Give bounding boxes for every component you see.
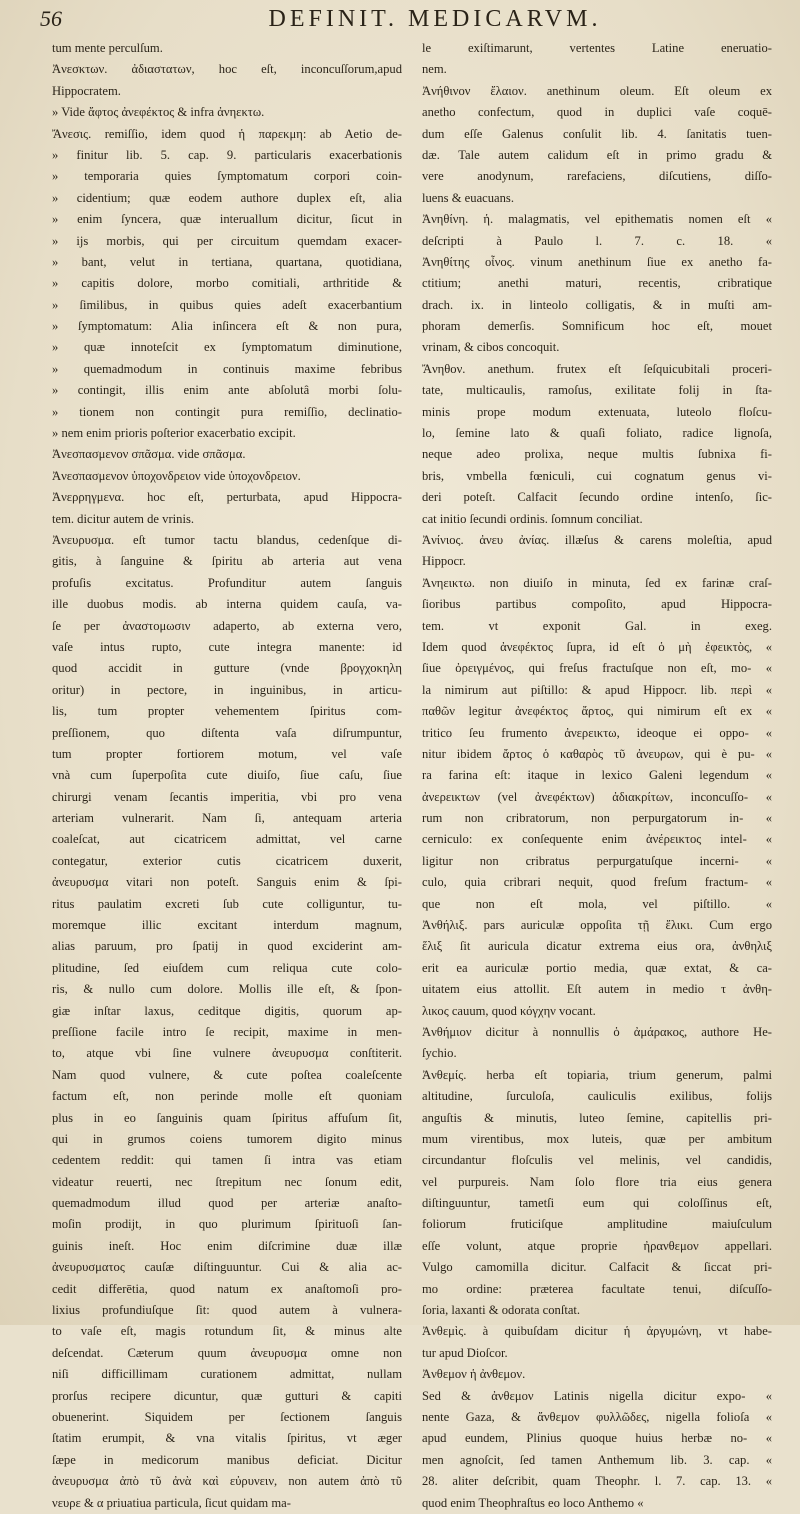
text-line: deſcripti à Paulo l. 7. c. 18. «: [422, 233, 772, 248]
text-line: drach. ix. in linteolo colligatis, & in muſti am-: [422, 297, 772, 312]
text-line: Idem quod ἀνεφέκτος ſupra, id eſt ὁ μὴ ἐφεικτὸς, «: [422, 639, 772, 654]
text-line: moſin prodijt, in quo plurimum ſpirituoſi ſan-: [52, 1217, 402, 1232]
text-line: Ἄνηθον. anethum. frutex eſt ſeſquicubitali proceri-: [422, 361, 772, 376]
text-line: vnà cum ſuperpoſita cute diuiſo, ſiue caſu, ſiue: [52, 768, 402, 783]
text-line: vaſe intus rupto, cute integra manente: id: [52, 639, 402, 654]
text-line: dum eſſe Galenus conſulit lib. 4. ſanitatis tuen-: [422, 126, 772, 141]
text-line: que non eſt mola, vel piſtillo. «: [422, 896, 772, 911]
text-line: cat initio ſecundi ordinis. ſomnum conciliat.: [422, 511, 643, 526]
text-line: ſe per ἀναστομωσιν adaperto, ab externa vero,: [52, 618, 402, 633]
running-head: DEFINIT. MEDICARVM.: [268, 6, 602, 32]
text-line: rum non cribratorum, non perpurgatorum in- «: [422, 811, 772, 826]
text-line: ctitium; anethi maturi, recentis, cribratique: [422, 276, 772, 291]
text-line: Ἀνθεμὶς. à quibuſdam dicitur ἡ ἀργυμώνη, vt habe-: [422, 1324, 772, 1339]
text-line: ſychio.: [422, 1046, 457, 1061]
text-line: tum propter fortiorem motum, vel vaſe: [52, 746, 402, 761]
text-line: παθῶν legitur ἀνεφέκτος ἄρτος, qui nimirum eſt ex «: [422, 704, 772, 719]
text-line: » contingit, illis enim ante abſolutâ morbi ſolu-: [52, 383, 402, 398]
text-line: foliorum fruticiſque amplitudine maiuſculum: [422, 1217, 772, 1232]
text-line: ritus paulatim excreti ſub cute colliguntur, tu-: [52, 896, 402, 911]
text-line: tritico ſeu frumento ἀνερεικτω, ideoque ei oppo- «: [422, 725, 772, 740]
text-line: mum virentibus, mox luteis, quæ per ambitum: [422, 1131, 772, 1146]
text-line: vrinam, & cibos concoquit.: [422, 340, 560, 355]
text-line: contegatur, exterior cutis cicatricem duxerit,: [52, 853, 402, 868]
text-line: ἀνευρυσμα vitari non poteſt. Sanguis enim & ſpi-: [52, 875, 402, 890]
text-line: giæ inſtar laxus, ceditque digitis, quorum ap-: [52, 1003, 402, 1018]
text-line: chirurgi venam ſecantis imperitia, vbi pro vena: [52, 789, 402, 804]
text-line: Ἄνεσις. remiſſio, idem quod ἡ παρεκμη: ab Aetio de-: [52, 126, 402, 141]
text-line: » tionem non contingit pura remiſſio, declinatio-: [52, 404, 402, 419]
text-line: » ſimilibus, in quibus quies adeſt exacerbantium: [52, 297, 402, 312]
text-line: culo, quia cribrari nequit, quod freſum fractum- «: [422, 875, 772, 890]
text-line: le exiſtimarunt, vertentes Latine eneruatio-: [422, 41, 772, 55]
text-line: ἀνευρυσμα ἀπὸ τῦ ἀνὰ καὶ εὐρυνειν, non autem ἀπὸ τῦ: [52, 1474, 402, 1489]
text-line: » nem enim prioris poſterior exacerbatio excipit.: [52, 426, 296, 441]
text-line: » quemadmodum in continuis maxime febribus: [52, 361, 402, 376]
text-line: Ἀνευρυσμα. eſt tumor tactu blandus, cedenſque di-: [52, 532, 402, 547]
text-line: Ἀνηθίτης οἶνος. vinum anethinum ſiue ex anetho fa-: [422, 254, 772, 269]
text-line: Ἀνηθίνη. ἡ. malagmatis, vel epithematis nomen eſt «: [422, 212, 772, 227]
text-line: » quæ innoteſcit ex ſymptomatum diminutione,: [52, 340, 402, 355]
text-line: Hippocr.: [422, 554, 466, 569]
page-number: 56: [40, 6, 62, 31]
text-line: circundantur floſculis vel melinis, vel candidis,: [422, 1153, 772, 1168]
text-line: tem. dicitur autem de vrinis.: [52, 511, 194, 526]
text-line: apud eundem, Plinius quoque huius herbæ no- «: [422, 1431, 772, 1446]
text-line: Ἀνίνιος. ἀνευ ἀνίας. illæſus & carens moleſtia, apud: [422, 532, 772, 547]
text-line: quemadmodum illud quod per arteriæ anaſto-: [52, 1196, 402, 1211]
text-line: » ijs morbis, qui per circuitum quemdam exacer-: [52, 233, 402, 248]
text-line: tur apud Dioſcor.: [422, 1345, 508, 1360]
text-line: ἀνερεικτων (vel ἀνεφέκτων) ἀδιακρίτων, inconcuſſo- «: [422, 789, 772, 804]
text-line: νευρε & α priuatiua particula, ſicut quidam ma-: [52, 1495, 291, 1510]
text-line: ſtatim erumpit, & vna vitalis ſpiritus, vt æger: [52, 1431, 402, 1446]
text-line: anetho confectum, quod in duplici vaſe coquē-: [422, 105, 772, 120]
text-line: to, atque vbi ſine vulnere ἀνευρυσμα conſtiterit.: [52, 1046, 402, 1061]
text-line: ligitur non cribratus perpurgatuſque incerni- «: [422, 853, 772, 868]
text-line: niſi difficillimam curationem admittat, nullam: [52, 1367, 402, 1382]
text-line: moremque illic excitant interdum magnum,: [52, 918, 402, 933]
text-line: eſſe volunt, atque proprie ἠρανθεμον appellari.: [422, 1238, 772, 1253]
text-line: Ἀνήθινον ἔλαιον. anethinum oleum. Eſt oleum ex: [422, 83, 772, 98]
text-line: ſæpe in medicorum manibus deficiat. Dicitur: [52, 1452, 402, 1467]
text-line: mo ordine: præterea facultate tenui, diſcuſſo-: [422, 1281, 772, 1296]
text-line: nem.: [422, 62, 447, 77]
text-line: ἕλιξ ſit auricula dicatur extrema eius ora, ἀνθηλιξ: [422, 939, 772, 954]
text-line: nente Gaza, & ἄνθεμον φυλλῶδες, nigella folioſa «: [422, 1410, 772, 1424]
text-line: 28. aliter deſcribit, quam Theophr. l. 7. cap. 13. «: [422, 1474, 772, 1489]
text-line: ra farina eſt: itaque in lexico Galeni legendum «: [422, 768, 772, 783]
text-line: coaleſcat, aut cicatricem admittat, vel carne: [52, 832, 402, 847]
text-line: cedentem reddit: qui tamen ſi intra vas etiam: [52, 1153, 402, 1168]
text-line: quod enim Theophraſtus eo loco Anthemo «: [422, 1495, 644, 1510]
text-line: Ἀνθήμιον dicitur à nonnullis ὁ ἀμάρακος, authore He-: [422, 1024, 772, 1039]
text-line: nitur ibidem ἄρτος ὁ καθαρὸς τῦ ἀνευρων, qui è pu- «: [422, 746, 772, 761]
text-line: oritur) in pectore, in inguinibus, in articu-: [52, 682, 402, 697]
text-line: factum eſt, non perinde molle eſt quoniam: [52, 1089, 402, 1104]
text-line: deſcendat. Cæterum quum ἀνευρυσμα omne non: [52, 1345, 402, 1360]
text-line: diſtinguuntur, tametſi eum qui coloſſinus eſt,: [422, 1196, 772, 1211]
text-line: plus in eo ſanguinis quam ſpiritus affuſum ſit,: [52, 1110, 402, 1125]
text-line: Vulgo camomilla dicitur. Calfacit & ſiccat pri-: [422, 1260, 772, 1275]
text-line: Ἀνθεμίς. herba eſt topiaria, trium generum, palmi: [422, 1067, 772, 1082]
text-line: ille duobus modis. ab interna quidem cauſa, va-: [52, 597, 402, 612]
text-line: uitatem eius attollit. Eſt autem in medio τ ἀνθη-: [422, 982, 772, 997]
text-line: ris, & nullo cum dolore. Mollis ille eſt, & ſpon-: [52, 982, 402, 997]
text-line: phoram demerſis. Somnificum hoc eſt, mouet: [422, 319, 772, 334]
text-line: Ἀνθήλιξ. pars auriculæ oppoſita τῇ ἕλικι. Cum ergo: [422, 918, 772, 933]
text-line: ſiue ὀρειγμένος, qui freſus fractuſque non eſt, mo- «: [422, 661, 772, 676]
page-header: [40, 6, 770, 36]
text-line: ſioribus partibus compoſito, apud Hippocra-: [422, 597, 772, 612]
text-line: alias paruum, pro ſpatij in quod exciderint am-: [52, 939, 402, 954]
text-columns: [52, 38, 772, 1510]
text-line: prorſus recipere dicuntur, quæ gutturi & capiti: [52, 1388, 402, 1403]
text-line: » finitur lib. 5. cap. 9. particularis exacerbationis: [52, 147, 402, 162]
text-line: lixius profundiuſque ſit: quod autem à vulnera-: [52, 1303, 402, 1318]
text-line: » ſymptomatum: Alia inſincera eſt & non pura,: [52, 319, 402, 334]
text-line: cerniculo: ex conſequente enim ἀνέρεικτος intel- «: [422, 832, 772, 847]
right-column: [422, 38, 772, 1510]
text-line: tem. vt exponit Gal. in exeg.: [422, 618, 772, 633]
text-line: cedit differētia, quod natum ex anaſtomoſi pro-: [52, 1281, 402, 1296]
text-line: profuſis excitatus. Profunditur autem ſanguis: [52, 575, 402, 590]
text-line: vere anodynum, rarefaciens, diſcutiens, diſſo-: [422, 169, 772, 184]
text-line: tate, multicaulis, ramoſus, exilitate folij in ſta-: [422, 383, 772, 398]
text-line: dæ. Tale autem calidum eſt in primo gradu &: [422, 147, 772, 162]
text-line: Ἀνηεικτω. non diuiſo in minuta, ſed ex farinæ craſ-: [422, 575, 772, 590]
text-line: Ἀνθεμον ἡ ἀνθεμον.: [422, 1367, 526, 1382]
text-line: guinis ineſt. Hoc enim diſcrimine duæ illæ: [52, 1238, 402, 1253]
text-line: tum mente perculſum.: [52, 41, 163, 55]
text-line: minis prope modum extenuata, luteolo floſcu-: [422, 404, 772, 419]
text-line: preſſione facile intro ſe recipit, maxime in men-: [52, 1024, 402, 1039]
text-line: Hippocratem.: [52, 83, 121, 98]
left-column: [52, 38, 402, 1510]
text-line: » cidentium; quæ eodem authore duplex eſt, alia: [52, 190, 402, 205]
text-line: » temporaria quies ſymptomatum corpori coin-: [52, 169, 402, 184]
text-line: altitudine, ſurculoſa, cauliculis exilibus, folijs: [422, 1089, 772, 1104]
text-line: Sed & ἀνθεμον Latinis nigella dicitur expo- «: [422, 1388, 772, 1403]
text-line: preſſionem, quo diſtenta vaſa diſrumpuntur,: [52, 725, 402, 740]
text-line: Ἀνεσπασμενον ὑποχονδρειον vide ὑποχονδρειον.: [52, 468, 301, 483]
text-line: erit ea auriculæ portio media, quæ extat, & ca-: [422, 960, 772, 975]
text-line: videatur reuerti, nec ſtrepitum nec ſonum edit,: [52, 1174, 402, 1189]
text-line: gitis, à ſanguine & ſpiritu ab arteria aut vena: [52, 554, 402, 569]
text-line: luens & euacuans.: [422, 190, 514, 205]
text-line: » bant, velut in tertiana, quartana, quotidiana,: [52, 254, 402, 269]
text-line: quod accidit in gutture (vnde βρογχοκηλη: [52, 661, 402, 676]
text-line: plitudine, ſed eiuſdem cum reliqua cute colo-: [52, 960, 402, 975]
text-line: anguſtis & minutis, luteo ſemine, capitellis pri-: [422, 1110, 772, 1125]
text-line: arteriam vulnerarit. Nam ſi, antequam arteria: [52, 811, 402, 826]
text-line: λικος cauum, quod κόγχην vocant.: [422, 1003, 596, 1018]
text-line: Nam quod vulnere, & cute poſtea coaleſcente: [52, 1067, 402, 1082]
text-line: deri poteſt. Calfacit ſecundo ordine intenſo, ſic-: [422, 490, 772, 505]
text-line: qui in grumos coiens tumorem digito minus: [52, 1131, 402, 1146]
text-line: bris, vmbella fœniculi, cui cognatum genus vi-: [422, 468, 772, 483]
text-line: to vaſe eſt, magis rotundum ſit, & minus alte: [52, 1324, 402, 1339]
text-line: lis, tum propter vehementem ſpiritus com-: [52, 704, 402, 719]
text-line: ſoria, laxanti & odorata conſtat.: [422, 1303, 581, 1318]
text-line: ἀνευρυσματος cauſæ diſtinguuntur. Cui & alia ac-: [52, 1260, 402, 1275]
text-line: obuenerint. Siquidem per ſectionem ſanguis: [52, 1410, 402, 1424]
text-line: Ἀνερρηγμενα. hoc eſt, perturbata, apud Hippocra-: [52, 490, 402, 505]
text-line: » enim ſyncera, quæ interuallum dicitur, ſicut in: [52, 212, 402, 227]
text-line: Ἀνεσπασμενον σπᾶσμα. vide σπᾶσμα.: [52, 447, 246, 462]
text-line: vel purpureis. Nam ſolo flore tria eius genera: [422, 1174, 772, 1189]
text-line: la nimirum aut piſtillo: & apud Hippocr. lib. περὶ «: [422, 682, 772, 697]
text-line: » Vide ἄφτος ἀνεφέκτος & infra ἀνηεκτω.: [52, 105, 265, 120]
text-line: men agnoſcit, ſed tamen Anthemum lib. 3. cap. «: [422, 1452, 772, 1467]
text-line: » capitis dolore, morbo comitiali, arthritide &: [52, 276, 402, 291]
text-line: Ἀνεσκτων. ἀδιαστατων, hoc eſt, inconcuſſorum,apud: [52, 62, 402, 77]
text-line: neque adeo prolixa, neque multis ſubnixa fi-: [422, 447, 772, 462]
text-line: lo, ſemine lato & quaſi foliato, radice lignoſa,: [422, 426, 772, 441]
